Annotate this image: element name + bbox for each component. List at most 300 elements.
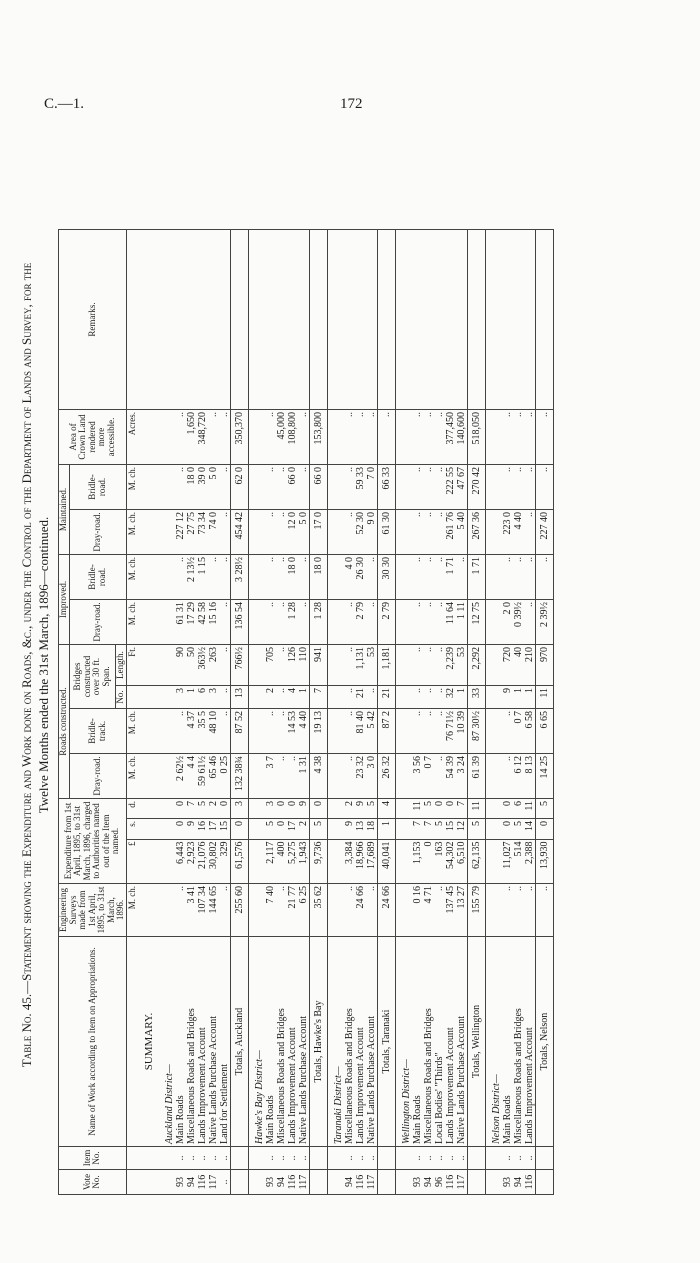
cell-mntd: .. — [434, 510, 445, 555]
cell-rcb: .. — [175, 709, 186, 754]
cell-mntb: 47 67 — [456, 465, 468, 510]
cell-pounds: 163 — [434, 839, 445, 883]
cell-impd: .. — [412, 600, 423, 645]
empty-cell — [395, 555, 412, 600]
unit-engineering: M. ch. — [126, 884, 138, 937]
roads-expenditure-table — [58, 229, 554, 1195]
cell-bno: 1 — [513, 686, 524, 709]
total-area: 350,370 — [230, 410, 248, 465]
total-pence: 4 — [377, 799, 395, 819]
cell-pounds: 3,384 — [344, 839, 355, 883]
cell-bno: 9 — [502, 686, 513, 709]
empty-cell — [248, 600, 265, 645]
vote-number: 117 — [456, 1170, 468, 1195]
empty-cell — [395, 754, 412, 799]
cell-bno: 6 — [197, 686, 208, 709]
cell-area: .. — [175, 410, 186, 465]
vote-number: 94 — [186, 1170, 197, 1195]
col-mnt-bridle: Bridle-road. — [69, 465, 126, 510]
total-eng: 155 79 — [467, 884, 485, 937]
total-pounds: 40,041 — [377, 839, 395, 883]
cell-eng: .. — [276, 884, 287, 937]
total-impb: 3 28½ — [230, 555, 248, 600]
cell-mntb: .. — [344, 465, 355, 510]
total-bno: 11 — [535, 686, 553, 709]
vote-cell — [377, 1170, 395, 1195]
remarks-cell — [524, 230, 536, 410]
total-eng: .. — [535, 884, 553, 937]
total-rcd: 26 32 — [377, 754, 395, 799]
col-expenditure: Expenditure from 1st April, 1895, to 31st March, 1896, charged to Authorities named out of the Item named. — [59, 799, 127, 884]
cell-shillings: 5 — [434, 819, 445, 840]
empty-cell — [159, 645, 175, 686]
cell-eng: 24 66 — [355, 884, 366, 937]
cell-impd: .. — [219, 600, 231, 645]
cell-impd: 61 31 — [175, 600, 186, 645]
cell-mntd: .. — [412, 510, 423, 555]
district-name: Wellington District— — [395, 937, 412, 1147]
cell-pounds: 1,943 — [298, 839, 310, 883]
empty-cell — [327, 839, 344, 883]
empty-cell — [248, 686, 265, 709]
total-area: 153,800 — [309, 410, 327, 465]
cell-blen: 363½ — [197, 645, 208, 686]
cell-rcb: 0 7 — [513, 709, 524, 754]
cell-pounds: 6,510 — [456, 839, 468, 883]
item-cell — [159, 1147, 175, 1170]
work-name: Miscellaneous Roads and Bridges — [186, 937, 197, 1147]
cell-bno: 1 — [186, 686, 197, 709]
totals-label: Totals, Auckland — [230, 937, 248, 1147]
cell-pounds: 400 — [276, 839, 287, 883]
empty-cell — [327, 510, 344, 555]
item-number: .. — [412, 1147, 423, 1170]
cell-impd: 11 64 — [445, 600, 456, 645]
cell-eng: 137 45 — [445, 884, 456, 937]
item-number: .. — [219, 1147, 231, 1170]
col-improved: Improved. — [59, 555, 70, 645]
cell-area: .. — [412, 410, 423, 465]
cell-shillings: 14 — [524, 819, 536, 840]
cell-pounds: 30,802 — [208, 839, 219, 883]
cell-area: .. — [208, 410, 219, 465]
cell-impd: .. — [276, 600, 287, 645]
vote-cell — [309, 1170, 327, 1195]
empty-cell — [159, 839, 175, 883]
cell-pounds: 21,076 — [197, 839, 208, 883]
cell-mntd: 5 0 — [298, 510, 310, 555]
total-rcb: 6 65 — [535, 709, 553, 754]
remarks-cell — [377, 230, 395, 410]
cell-bno: 4 — [287, 686, 298, 709]
cell-impb: .. — [524, 555, 536, 600]
cell-rcd: 2 62½ — [175, 754, 186, 799]
cell-rcd: 0 7 — [423, 754, 434, 799]
unit-pounds: £ — [126, 839, 138, 883]
cell-rcb: .. — [502, 709, 513, 754]
table-row — [287, 230, 298, 1195]
empty-cell — [327, 555, 344, 600]
total-rcd: 132 38¾ — [230, 754, 248, 799]
cell-blen: 53 — [366, 645, 378, 686]
cell-mntb: .. — [175, 465, 186, 510]
cell-impb: 18 0 — [287, 555, 298, 600]
cell-mntb: 7 0 — [366, 465, 378, 510]
cell-area: .. — [298, 410, 310, 465]
cell-pence: 2 — [344, 799, 355, 819]
cell-eng: .. — [344, 884, 355, 937]
total-bno: 21 — [377, 686, 395, 709]
item-cell — [309, 1147, 327, 1170]
col-rc-dray: Dray-road. — [69, 754, 126, 799]
empty-cell — [395, 645, 412, 686]
cell-impd: .. — [423, 600, 434, 645]
remarks-cell — [208, 230, 219, 410]
cell-rcb: .. — [265, 709, 276, 754]
work-name: Lands Improvement Account — [197, 937, 208, 1147]
cell-shillings: 17 — [287, 819, 298, 840]
cell-area: .. — [344, 410, 355, 465]
cell-shillings: 5 — [265, 819, 276, 840]
table-row — [298, 230, 310, 1195]
cell-blen: 90 — [175, 645, 186, 686]
cell-rcd: 23 32 — [355, 754, 366, 799]
total-bno: 33 — [467, 686, 485, 709]
cell-shillings: 17 — [208, 819, 219, 840]
total-blen: 1,181 — [377, 645, 395, 686]
cell-impb: 4 0 — [344, 555, 355, 600]
remarks-cell — [265, 230, 276, 410]
item-number: .. — [276, 1147, 287, 1170]
cell-blen: 1,131 — [355, 645, 366, 686]
vote-cell — [485, 1170, 502, 1195]
work-name: Lands Improvement Account — [445, 937, 456, 1147]
unit-shillings: s. — [126, 819, 138, 840]
district-name: Hawke's Bay District— — [248, 937, 265, 1147]
empty-cell — [248, 645, 265, 686]
cell-area: .. — [355, 410, 366, 465]
empty-cell — [159, 884, 175, 937]
cell-blen: 110 — [298, 645, 310, 686]
item-cell — [230, 1147, 248, 1170]
empty-cell — [327, 686, 344, 709]
cell-impd: .. — [298, 600, 310, 645]
vote-cell — [327, 1170, 344, 1195]
totals-row — [230, 230, 248, 1195]
total-shillings: 0 — [535, 819, 553, 840]
cell-shillings: 5 — [513, 819, 524, 840]
total-shillings: 1 — [377, 819, 395, 840]
cell-eng: .. — [219, 884, 231, 937]
empty-cell — [248, 819, 265, 840]
table-row — [412, 230, 423, 1195]
cell-blen: .. — [219, 645, 231, 686]
cell-rcd: 3 0 — [366, 754, 378, 799]
cell-blen: 720 — [502, 645, 513, 686]
cell-area: .. — [366, 410, 378, 465]
cell-area: .. — [265, 410, 276, 465]
cell-impd: 2 0 — [502, 600, 513, 645]
remarks-cell — [197, 230, 208, 410]
summary-row — [138, 230, 159, 1195]
cell-area: 1,650 — [186, 410, 197, 465]
cell-impb: 1 71 — [445, 555, 456, 600]
cell-shillings: 13 — [355, 819, 366, 840]
total-area: .. — [377, 410, 395, 465]
table-row — [186, 230, 197, 1195]
cell-eng: .. — [366, 884, 378, 937]
cell-rcd: .. — [502, 754, 513, 799]
col-imp-bridle: Bridle-road. — [69, 555, 126, 600]
cell-blen: 126 — [287, 645, 298, 686]
cell-impb: .. — [208, 555, 219, 600]
col-bridges-no: No. — [116, 686, 127, 709]
cell-mntd: 261 76 — [445, 510, 456, 555]
cell-mntb: .. — [423, 465, 434, 510]
unit-imp-dray: M. ch. — [126, 600, 138, 645]
total-mntd: 227 40 — [535, 510, 553, 555]
cell-impb: .. — [423, 555, 434, 600]
item-number: .. — [423, 1147, 434, 1170]
cell-pence: 11 — [524, 799, 536, 819]
item-number: .. — [456, 1147, 468, 1170]
cell-mntb: .. — [434, 465, 445, 510]
vote-number: 93 — [412, 1170, 423, 1195]
total-pence: 0 — [309, 799, 327, 819]
empty-cell — [395, 465, 412, 510]
empty-cell — [327, 799, 344, 819]
cell-mntb: .. — [412, 465, 423, 510]
unit-rc-dray: M. ch. — [126, 754, 138, 799]
cell-pence: 7 — [456, 799, 468, 819]
cell-bno: 1 — [298, 686, 310, 709]
cell-mntd: .. — [423, 510, 434, 555]
work-name: Main Roads — [412, 937, 423, 1147]
col-vote-no: Vote No. — [59, 1170, 127, 1195]
cell-bno: .. — [366, 686, 378, 709]
cell-blen: .. — [434, 645, 445, 686]
cell-impd: 2 79 — [355, 600, 366, 645]
cell-area: .. — [423, 410, 434, 465]
remarks-cell — [344, 230, 355, 410]
cell-pounds: 11,027 — [502, 839, 513, 883]
vote-number: 116 — [197, 1170, 208, 1195]
item-number: .. — [208, 1147, 219, 1170]
district-name: Taranaki District— — [327, 937, 344, 1147]
vote-number: 116 — [445, 1170, 456, 1195]
cell-pence: 6 — [513, 799, 524, 819]
cell-bno: .. — [423, 686, 434, 709]
work-name: Main Roads — [265, 937, 276, 1147]
remarks-cell — [513, 230, 524, 410]
total-rcb: 19 13 — [309, 709, 327, 754]
cell-pence: 9 — [355, 799, 366, 819]
item-number: .. — [355, 1147, 366, 1170]
totals-label: Totals, Wellington — [467, 937, 485, 1147]
total-impb: .. — [535, 555, 553, 600]
total-impd: 2 79 — [377, 600, 395, 645]
empty-cell — [248, 884, 265, 937]
col-remarks: Remarks. — [59, 230, 127, 410]
cell-bno: 32 — [445, 686, 456, 709]
cell-impb: 2 13½ — [186, 555, 197, 600]
cell-pence: 5 — [197, 799, 208, 819]
empty-cell — [327, 819, 344, 840]
cell-mntb: .. — [276, 465, 287, 510]
cell-shillings: 2 — [298, 819, 310, 840]
totals-row — [309, 230, 327, 1195]
cell-bno: 1 — [456, 686, 468, 709]
item-cell — [535, 1147, 553, 1170]
cell-bno: .. — [412, 686, 423, 709]
cell-eng: 144 65 — [208, 884, 219, 937]
work-name: Lands Improvement Account — [524, 937, 536, 1147]
cell-rcb: 6 58 — [524, 709, 536, 754]
item-number: .. — [524, 1147, 536, 1170]
cell-mntd: 9 0 — [366, 510, 378, 555]
table-row — [434, 230, 445, 1195]
work-name: Main Roads — [502, 937, 513, 1147]
cell-pence: 5 — [366, 799, 378, 819]
vote-number: .. — [219, 1170, 231, 1195]
remarks-cell — [230, 230, 248, 410]
table-caption — [18, 135, 52, 1195]
table-row — [445, 230, 456, 1195]
col-name: Name of Work according to Item on Appropriations. — [59, 937, 127, 1147]
total-eng: 35 62 — [309, 884, 327, 937]
cell-bno: .. — [276, 686, 287, 709]
empty-cell — [159, 686, 175, 709]
empty-cell — [248, 709, 265, 754]
vote-number: 93 — [265, 1170, 276, 1195]
cell-rcd: 1 31 — [298, 754, 310, 799]
cell-blen: .. — [423, 645, 434, 686]
cell-rcb: .. — [276, 709, 287, 754]
col-bridges-length: Length. — [116, 645, 127, 686]
cell-rcd: .. — [287, 754, 298, 799]
cell-blen: .. — [412, 645, 423, 686]
cell-eng: .. — [434, 884, 445, 937]
empty-cell — [395, 510, 412, 555]
total-rcb: 87 2 — [377, 709, 395, 754]
cell-mntd: .. — [344, 510, 355, 555]
vote-number: 94 — [276, 1170, 287, 1195]
col-mnt-dray: Dray-road. — [69, 510, 126, 555]
empty-cell — [485, 600, 502, 645]
total-shillings: 5 — [309, 819, 327, 840]
empty-cell — [327, 884, 344, 937]
cell-bno: 3 — [175, 686, 186, 709]
cell-area: 377,450 — [445, 410, 456, 465]
cell-pence: 0 — [287, 799, 298, 819]
cell-rcb: 81 40 — [355, 709, 366, 754]
summary-label: SUMMARY. — [138, 937, 159, 1147]
total-blen: 766½ — [230, 645, 248, 686]
empty-cell — [159, 819, 175, 840]
item-number: .. — [513, 1147, 524, 1170]
unit-mnt-dray: M. ch. — [126, 510, 138, 555]
vote-number: 94 — [513, 1170, 524, 1195]
total-pence: 11 — [467, 799, 485, 819]
cell-pounds: 54,302 — [445, 839, 456, 883]
cell-blen: 263 — [208, 645, 219, 686]
empty-cell — [159, 754, 175, 799]
remarks-cell — [467, 230, 485, 410]
unit-rc-bridle: M. ch. — [126, 709, 138, 754]
empty-cell — [395, 410, 412, 465]
vote-number: 116 — [355, 1170, 366, 1195]
item-number: .. — [445, 1147, 456, 1170]
cell-shillings: 12 — [456, 819, 468, 840]
total-mntd: 17 0 — [309, 510, 327, 555]
item-number: .. — [197, 1147, 208, 1170]
empty-cell — [159, 600, 175, 645]
cell-mntd: .. — [219, 510, 231, 555]
cell-shillings: 0 — [276, 819, 287, 840]
cell-mntd: 5 40 — [456, 510, 468, 555]
cell-pence: 11 — [412, 799, 423, 819]
remarks-cell — [219, 230, 231, 410]
cell-mntb: 5 0 — [208, 465, 219, 510]
cell-mntb: .. — [219, 465, 231, 510]
col-item-no: Item No. — [59, 1147, 127, 1170]
cell-blen: 53 — [456, 645, 468, 686]
cell-mntd: 4 40 — [513, 510, 524, 555]
total-bno: 7 — [309, 686, 327, 709]
cell-shillings: 0 — [502, 819, 513, 840]
item-number: .. — [502, 1147, 513, 1170]
totals-label: Totals, Taranaki — [377, 937, 395, 1147]
empty-cell — [395, 799, 412, 819]
table-row — [344, 230, 355, 1195]
empty-cell — [159, 799, 175, 819]
empty-cell — [327, 709, 344, 754]
total-mntd: 267 36 — [467, 510, 485, 555]
table-row — [276, 230, 287, 1195]
total-impd: 2 39½ — [535, 600, 553, 645]
totals-row — [467, 230, 485, 1195]
total-pounds: 9,736 — [309, 839, 327, 883]
vote-number: 116 — [287, 1170, 298, 1195]
cell-mntd: 12 0 — [287, 510, 298, 555]
page-number: 172 — [340, 96, 363, 112]
total-rcb: 87 30½ — [467, 709, 485, 754]
cell-shillings: 7 — [423, 819, 434, 840]
cell-pounds: 2,117 — [265, 839, 276, 883]
empty-cell — [159, 465, 175, 510]
total-pounds: 61,576 — [230, 839, 248, 883]
cell-eng: 0 16 — [412, 884, 423, 937]
item-number: .. — [186, 1147, 197, 1170]
cell-eng: 21 77 — [287, 884, 298, 937]
cell-mntb: .. — [524, 465, 536, 510]
cell-rcd: 3 56 — [412, 754, 423, 799]
item-number: .. — [434, 1147, 445, 1170]
remarks-cell — [423, 230, 434, 410]
empty-cell — [327, 465, 344, 510]
cell-eng: 7 40 — [265, 884, 276, 937]
cell-pounds: 6,443 — [175, 839, 186, 883]
empty-cell — [485, 754, 502, 799]
work-name: Native Lands Purchase Account — [298, 937, 310, 1147]
table-row — [219, 230, 231, 1195]
cell-rcb: 5 42 — [366, 709, 378, 754]
empty-cell — [395, 709, 412, 754]
vote-number: 96 — [434, 1170, 445, 1195]
cell-impb: .. — [434, 555, 445, 600]
cell-rcd: 6 12 — [513, 754, 524, 799]
remarks-cell — [412, 230, 423, 410]
